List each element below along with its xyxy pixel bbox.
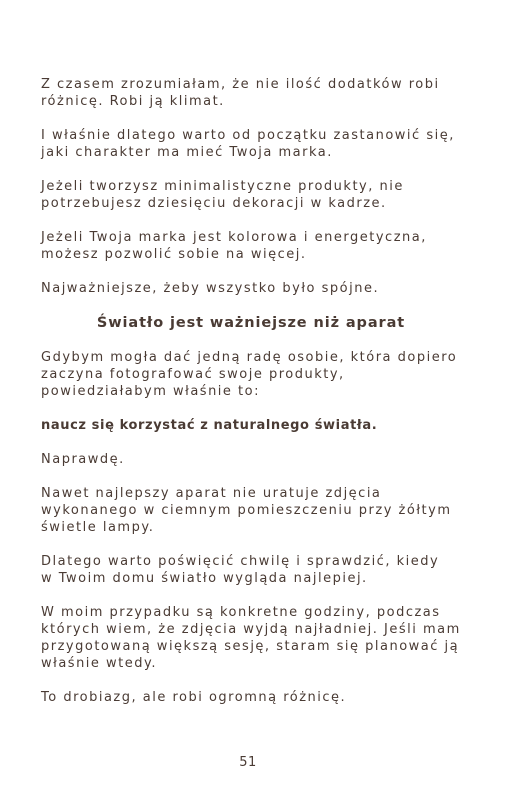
emphasis-paragraph: naucz się korzystać z naturalnego światła. xyxy=(41,418,378,433)
paragraph: W moim przypadku są konkretne godziny, podczas których wiem, że zdjęcia wyjdą najładniej. Jeśli mam przygotowaną większą sesję, staram się planować ją właśnie wtedy. xyxy=(41,605,461,671)
paragraph: Naprawdę. xyxy=(41,452,125,467)
page-number: 51 xyxy=(239,755,257,770)
paragraph: I właśnie dlatego warto od początku zastanowić się, jaki charakter ma mieć Twoja marka. xyxy=(41,128,455,160)
paragraph: To drobiazg, ale robi ogromną różnicę. xyxy=(41,690,347,705)
paragraph: Jeżeli tworzysz minimalistyczne produkty, nie potrzebujesz dziesięciu dekoracji w kadrze. xyxy=(41,179,404,211)
paragraph: Z czasem zrozumiałam, że nie ilość dodatków robi różnicę. Robi ją klimat. xyxy=(41,77,440,109)
section-heading: Światło jest ważniejsze niż aparat xyxy=(96,315,406,331)
paragraph: Nawet najlepszy aparat nie uratuje zdjęcia wykonanego w ciemnym pomieszczeniu przy żółtym świetle lampy. xyxy=(41,486,452,535)
paragraph: Najważniejsze, żeby wszystko było spójne. xyxy=(41,281,380,296)
paragraph: Jeżeli Twoja marka jest kolorowa i energetyczna, możesz pozwolić sobie na więcej. xyxy=(41,230,427,262)
paragraph: Dlatego warto poświęcić chwilę i sprawdzić, kiedy w Twoim domu światło wygląda najlepiej. xyxy=(41,554,440,586)
paragraph: Gdybym mogła dać jedną radę osobie, która dopiero zaczyna fotografować swoje produkty, powiedziałabym właśnie to: xyxy=(41,350,458,399)
page-content xyxy=(41,76,481,723)
